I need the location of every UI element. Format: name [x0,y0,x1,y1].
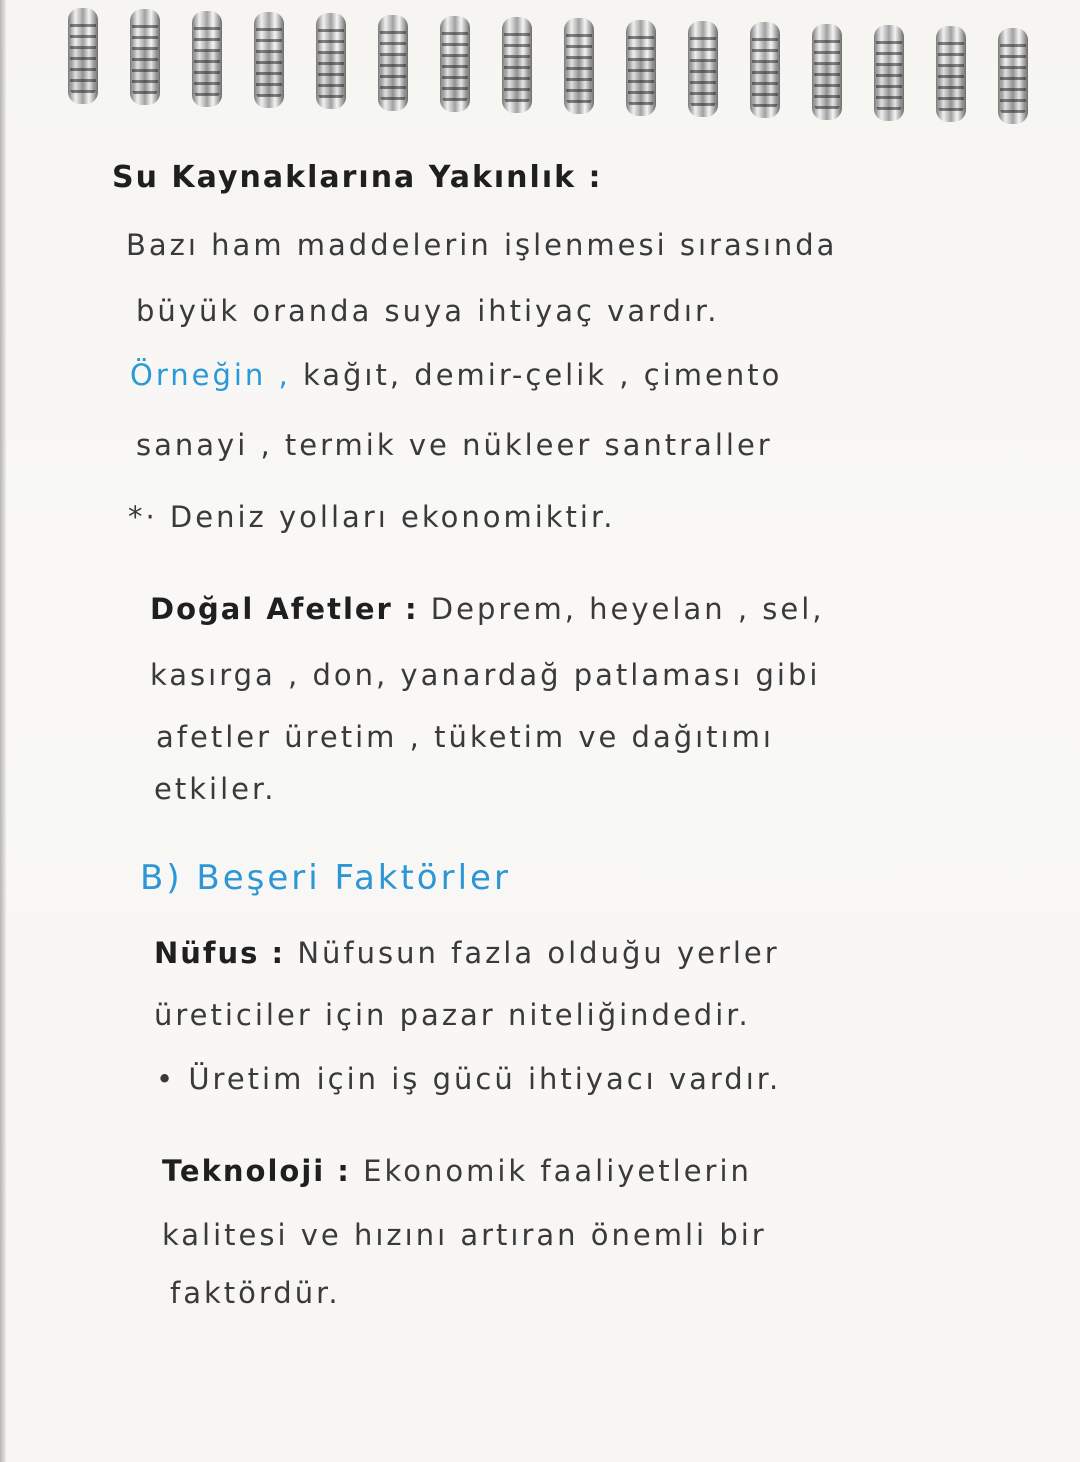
spiral-coil [316,13,346,121]
spiral-coil [564,18,594,126]
spiral-coil [254,12,284,120]
coil-wire-bands [194,19,220,99]
spiral-coil [130,9,160,117]
natural-disasters-label: Doğal Afetler : [150,592,419,626]
coil-wire-bands [690,29,716,109]
coil-wire-bands [566,26,592,106]
population-line-1 [154,936,780,970]
spiral-coil [688,21,718,129]
spiral-coil [998,28,1028,136]
natural-disasters-line-2: kasırga , don, yanardağ patlaması gibi [150,658,821,692]
spiral-coil [626,20,656,128]
population-text: Nüfusun fazla olduğu yerler [285,936,780,970]
spiral-coil [874,25,904,133]
spiral-coil [936,26,966,134]
population-label: Nüfus : [154,936,286,970]
human-factors-title: B) Beşeri Faktörler [140,858,511,898]
coil-wire-bands [752,30,778,110]
sea-routes-note: *· Deniz yolları ekonomiktir. [128,500,616,534]
heading-water-proximity: Su Kaynaklarına Yakınlık : [112,160,603,195]
coil-wire-bands [132,17,158,97]
spiral-coil [192,11,222,119]
spiral-coil [812,24,842,132]
coil-wire-bands [380,23,406,103]
natural-disasters-line-1 [150,592,825,626]
technology-line-2: kalitesi ve hızını artıran önemli bir [162,1218,767,1252]
natural-disasters-line-3: afetler üretim , tüketim ve dağıtımı [156,720,774,754]
spiral-coil [502,17,532,125]
coil-wire-bands [442,24,468,104]
spiral-coil [750,22,780,130]
spiral-coil [68,8,98,116]
technology-text: Ekonomik faaliyetlerin [350,1154,752,1188]
coil-wire-bands [814,32,840,112]
water-line-1: Bazı ham maddelerin işlenmesi sırasında [126,228,838,262]
coil-wire-bands [938,34,964,114]
population-line-3: • Üretim için iş gücü ihtiyacı vardır. [156,1062,782,1096]
spiral-coil [440,16,470,124]
spiral-binding [60,0,1040,140]
natural-disasters-text: Deprem, heyelan , sel, [418,592,825,626]
coil-wire-bands [876,33,902,113]
technology-line-3: faktördür. [170,1276,341,1310]
water-example-line-2: sanayi , termik ve nükleer santraller [136,428,773,462]
technology-label: Teknoloji : [162,1154,351,1188]
coil-wire-bands [256,20,282,100]
example-rest: kağıt, demir-çelik , çimento [290,358,783,392]
natural-disasters-line-4: etkiler. [154,772,277,806]
technology-line-1 [162,1154,752,1188]
water-example-line [130,358,782,392]
coil-wire-bands [1000,36,1026,116]
spiral-coil [378,15,408,123]
coil-wire-bands [318,21,344,101]
page-edge-shadow [0,0,6,1462]
water-line-2: büyük oranda suya ihtiyaç vardır. [136,294,720,328]
coil-wire-bands [504,25,530,105]
coil-wire-bands [70,16,96,96]
population-line-2: üreticiler için pazar niteliğindedir. [154,998,751,1032]
example-label: Örneğin , [130,358,291,392]
coil-wire-bands [628,28,654,108]
